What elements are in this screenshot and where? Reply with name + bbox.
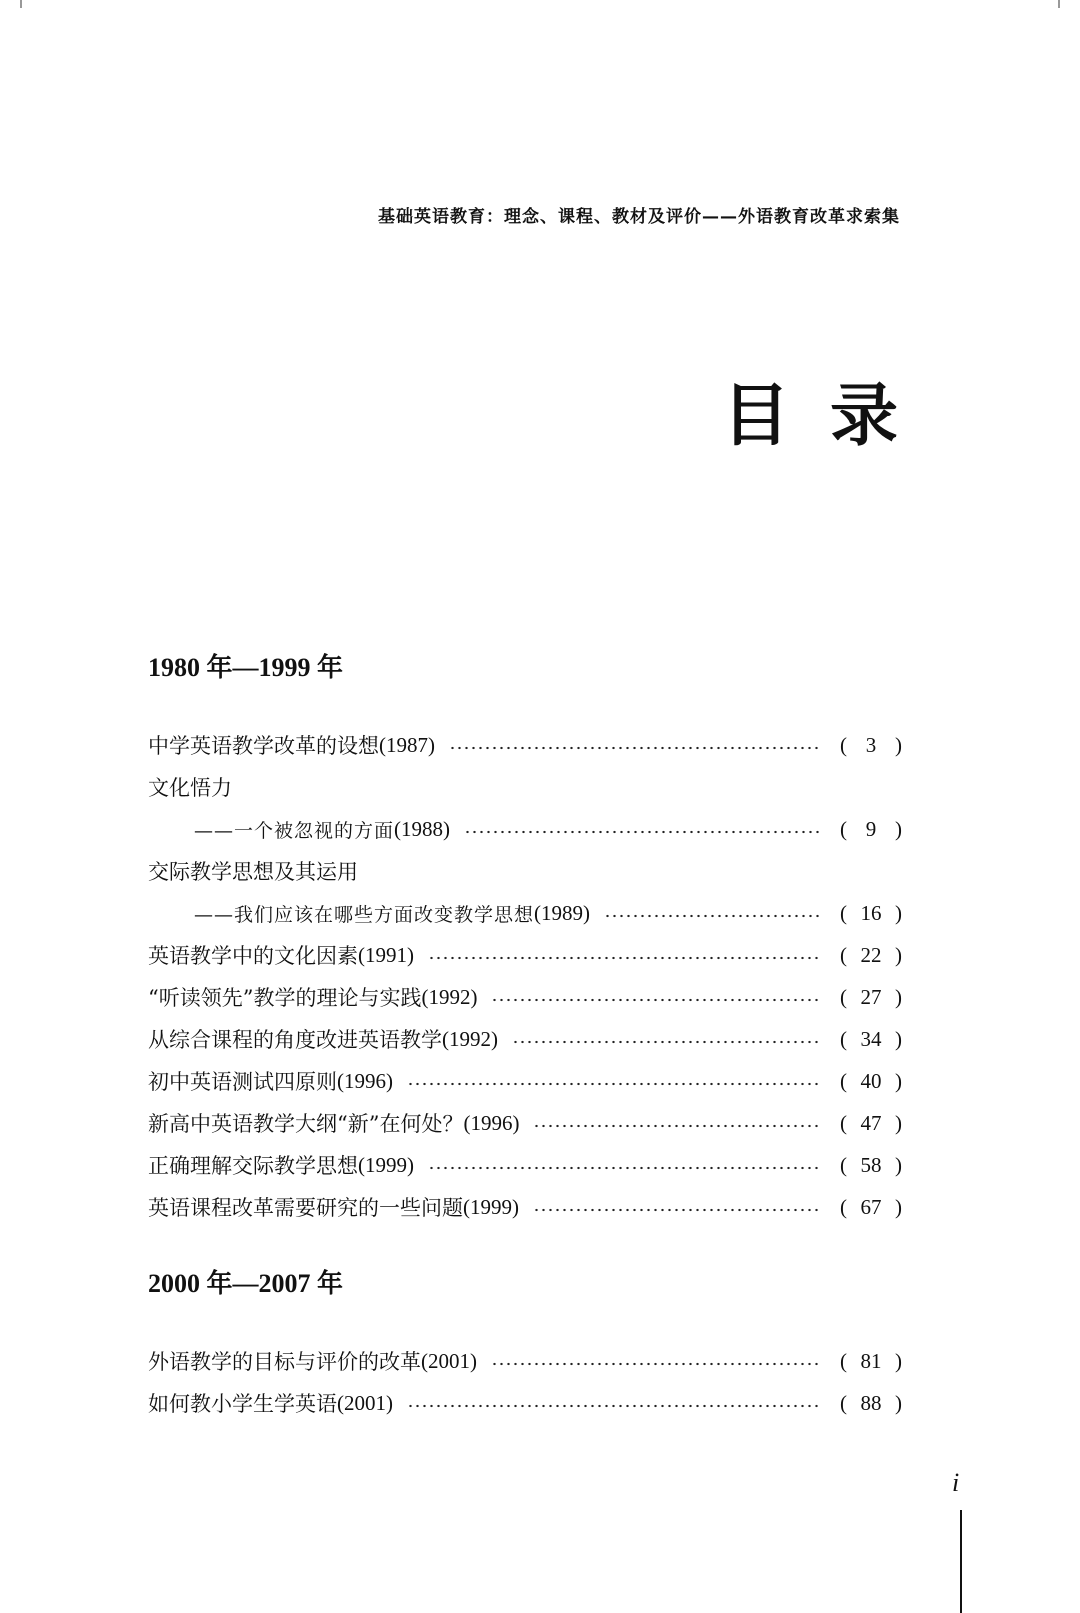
dot-leader	[449, 746, 822, 750]
toc-entry[interactable]	[148, 766, 902, 808]
toc-entry-year: (1996)	[337, 1068, 393, 1093]
toc-page-number: ( 40 )	[840, 1068, 902, 1093]
toc-entry-year: (1999)	[463, 1194, 519, 1219]
toc-page-value: 67	[860, 1194, 882, 1219]
toc-entry-title: 英语课程改革需要研究的一些问题	[148, 1196, 463, 1220]
dot-leader	[428, 956, 822, 960]
crop-mark-left	[20, 0, 22, 8]
dot-leader	[604, 914, 822, 918]
dot-leader	[407, 1082, 822, 1086]
toc-page-value: 88	[860, 1390, 882, 1415]
toc-entry-title: ——一个被忽视的方面	[194, 819, 395, 842]
toc-page-value: 58	[860, 1152, 882, 1177]
toc-entry-title: 新高中英语教学大纲“新”在何处？	[148, 1112, 464, 1136]
toc-page-number: ( 67 )	[840, 1194, 902, 1219]
toc-page-value: 16	[860, 900, 882, 925]
toc-page-number: ( 88 )	[840, 1390, 902, 1415]
toc-entry-year: (1987)	[379, 732, 435, 757]
toc-entry[interactable]	[148, 892, 902, 934]
folio-rule	[960, 1510, 962, 1613]
toc-entry[interactable]	[148, 934, 902, 976]
section-title: 2000 年—2007 年	[148, 1269, 344, 1298]
toc-entry-year: (1989)	[534, 900, 591, 925]
dot-leader	[428, 1166, 822, 1170]
toc-entry[interactable]	[148, 1102, 902, 1144]
toc-entry-title: 中学英语教学改革的设想	[148, 734, 379, 758]
toc-entry-title: 如何教小学生学英语	[148, 1392, 337, 1416]
toc-page-value: 34	[860, 1026, 882, 1051]
toc-page-number: ( 34 )	[840, 1026, 902, 1051]
toc-entry-title: “听读领先”教学的理论与实践	[148, 986, 422, 1010]
toc-entry-year: (1996)	[463, 1110, 520, 1135]
section-title: 1980 年—1999 年	[148, 653, 344, 682]
toc-entry[interactable]	[148, 808, 902, 850]
toc-entry[interactable]	[148, 976, 902, 1018]
toc-page-value: 47	[860, 1110, 882, 1135]
toc-entry-title: 英语教学中的文化因素	[148, 944, 358, 968]
toc-page-number: ( 3 )	[840, 732, 902, 757]
toc-page-number: ( 58 )	[840, 1152, 902, 1177]
toc-entry-year: (1988)	[394, 816, 451, 841]
toc-page-number: ( 81 )	[840, 1348, 902, 1373]
toc-entry-title: 外语教学的目标与评价的改革	[148, 1350, 421, 1374]
toc-entry[interactable]	[148, 1340, 902, 1382]
toc-entry-title: ——我们应该在哪些方面改变教学思想	[194, 903, 535, 926]
toc-page-value: 40	[860, 1068, 882, 1093]
toc-page-value: 3	[865, 732, 877, 757]
toc-entry-title: 正确理解交际教学思想	[148, 1154, 358, 1178]
toc-entry-year: (1992)	[442, 1026, 498, 1051]
toc-entry-title: 从综合课程的角度改进英语教学	[148, 1028, 442, 1052]
dot-leader	[491, 998, 822, 1002]
toc-section-2000-2007	[148, 1264, 902, 1424]
toc-entry-year: (2001)	[421, 1348, 477, 1373]
toc-list	[148, 724, 902, 1228]
toc-entry-title: 初中英语测试四原则	[148, 1070, 337, 1094]
toc-page-number: ( 47 )	[840, 1110, 902, 1135]
toc-entry-year: (1999)	[358, 1152, 414, 1177]
toc-entry[interactable]	[148, 1144, 902, 1186]
toc-entry[interactable]	[148, 724, 902, 766]
running-header: 基础英语教育：理念、课程、教材及评价——外语教育改革求索集	[378, 207, 900, 227]
dot-leader	[533, 1208, 822, 1212]
page-number: i	[952, 1468, 960, 1497]
toc-page-value: 81	[860, 1348, 882, 1373]
toc-page-number: ( 22 )	[840, 942, 902, 967]
toc-entry-year: (2001)	[337, 1390, 393, 1415]
toc-page-value: 27	[860, 984, 882, 1009]
toc-entry[interactable]	[148, 1018, 902, 1060]
toc-entry-year: (1992)	[421, 984, 478, 1009]
toc-entry-title: 文化悟力	[148, 776, 232, 800]
dot-leader	[464, 830, 822, 834]
dot-leader	[491, 1362, 822, 1366]
toc-entry[interactable]	[148, 1382, 902, 1424]
toc-page-value: 22	[860, 942, 882, 967]
dot-leader	[533, 1124, 822, 1128]
toc-section-1980-1999	[148, 648, 902, 1228]
toc-entry[interactable]	[148, 1186, 902, 1228]
toc-page-number: ( 27 )	[840, 984, 902, 1009]
toc-entry[interactable]	[148, 850, 902, 892]
crop-mark-right	[1058, 0, 1060, 8]
toc-list	[148, 1340, 902, 1424]
dot-leader	[512, 1040, 822, 1044]
toc-page-number: ( 16 )	[840, 900, 902, 925]
toc-entry[interactable]	[148, 1060, 902, 1102]
toc-page-value: 9	[865, 816, 877, 841]
toc-entry-title: 交际教学思想及其运用	[148, 860, 358, 884]
page-title: 目录	[721, 377, 938, 456]
dot-leader	[407, 1404, 822, 1408]
toc-entry-year: (1991)	[358, 942, 414, 967]
toc-page-number: ( 9 )	[840, 816, 902, 841]
